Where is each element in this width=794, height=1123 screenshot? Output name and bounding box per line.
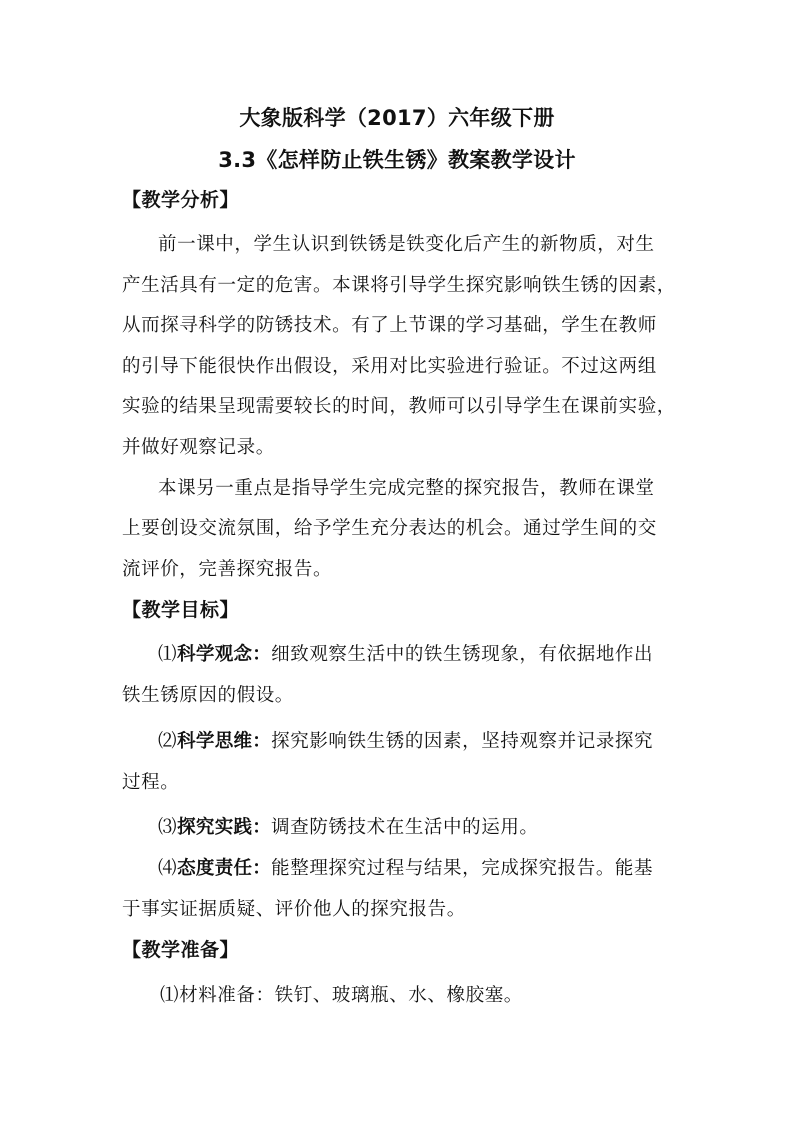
objective-label: 探究实践：: [177, 817, 272, 838]
preparation-line: ⑴材料准备：铁钉、玻璃瓶、水、橡胶塞。: [160, 985, 523, 1006]
objective-continuation: 过程。: [122, 772, 180, 793]
analysis-line: 从而探寻科学的防锈技术。有了上节课的学习基础，学生在教师: [122, 315, 657, 336]
section-heading-preparation: 【教学准备】: [122, 939, 240, 961]
objective-item: [158, 814, 539, 842]
analysis-line: 并做好观察记录。: [122, 437, 275, 458]
objective-item: [158, 641, 653, 669]
objective-number: ⑵: [158, 731, 178, 752]
objective-text: 调查防锈技术在生活中的运用。: [271, 817, 539, 838]
analysis-line: 产生活具有一定的危害。本课将引导学生探究影响铁生锈的因素，: [122, 275, 676, 296]
objective-label: 科学思维：: [177, 731, 272, 752]
objective-number: ⑴: [158, 644, 178, 665]
objective-number: ⑷: [158, 858, 178, 879]
objective-label: 态度责任：: [177, 858, 272, 879]
objective-item: [158, 855, 653, 883]
objective-item: [158, 728, 653, 756]
objective-continuation: 于事实证据质疑、评价他人的探究报告。: [122, 899, 466, 920]
objective-text: 探究影响铁生锈的因素，坚持观察并记录探究: [271, 731, 654, 752]
document-title: 大象版科学（2017）六年级下册: [239, 106, 555, 130]
analysis-line: 前一课中，学生认识到铁锈是铁变化后产生的新物质，对生: [158, 234, 655, 255]
analysis-line: 上要创设交流氛围，给予学生充分表达的机会。通过学生间的交: [122, 518, 657, 539]
objective-text: 能整理探究过程与结果，完成探究报告。能基: [271, 858, 654, 879]
objective-text: 细致观察生活中的铁生锈现象，有依据地作出: [271, 644, 654, 665]
objective-label: 科学观念：: [177, 644, 272, 665]
analysis-line: 本课另一重点是指导学生完成完整的探究报告，教师在课堂: [158, 478, 655, 499]
objective-number: ⑶: [158, 817, 178, 838]
section-heading-objectives: 【教学目标】: [122, 599, 240, 621]
analysis-line: 流评价，完善探究报告。: [122, 559, 333, 580]
objective-continuation: 铁生锈原因的假设。: [122, 685, 294, 706]
analysis-line: 的引导下能很快作出假设，采用对比实验进行验证。不过这两组: [122, 356, 657, 377]
analysis-line: 实验的结果呈现需要较长的时间，教师可以引导学生在课前实验，: [122, 396, 676, 417]
section-heading-analysis: 【教学分析】: [122, 189, 240, 211]
document-subtitle: 3.3《怎样防止铁生锈》教案教学设计: [218, 148, 576, 172]
